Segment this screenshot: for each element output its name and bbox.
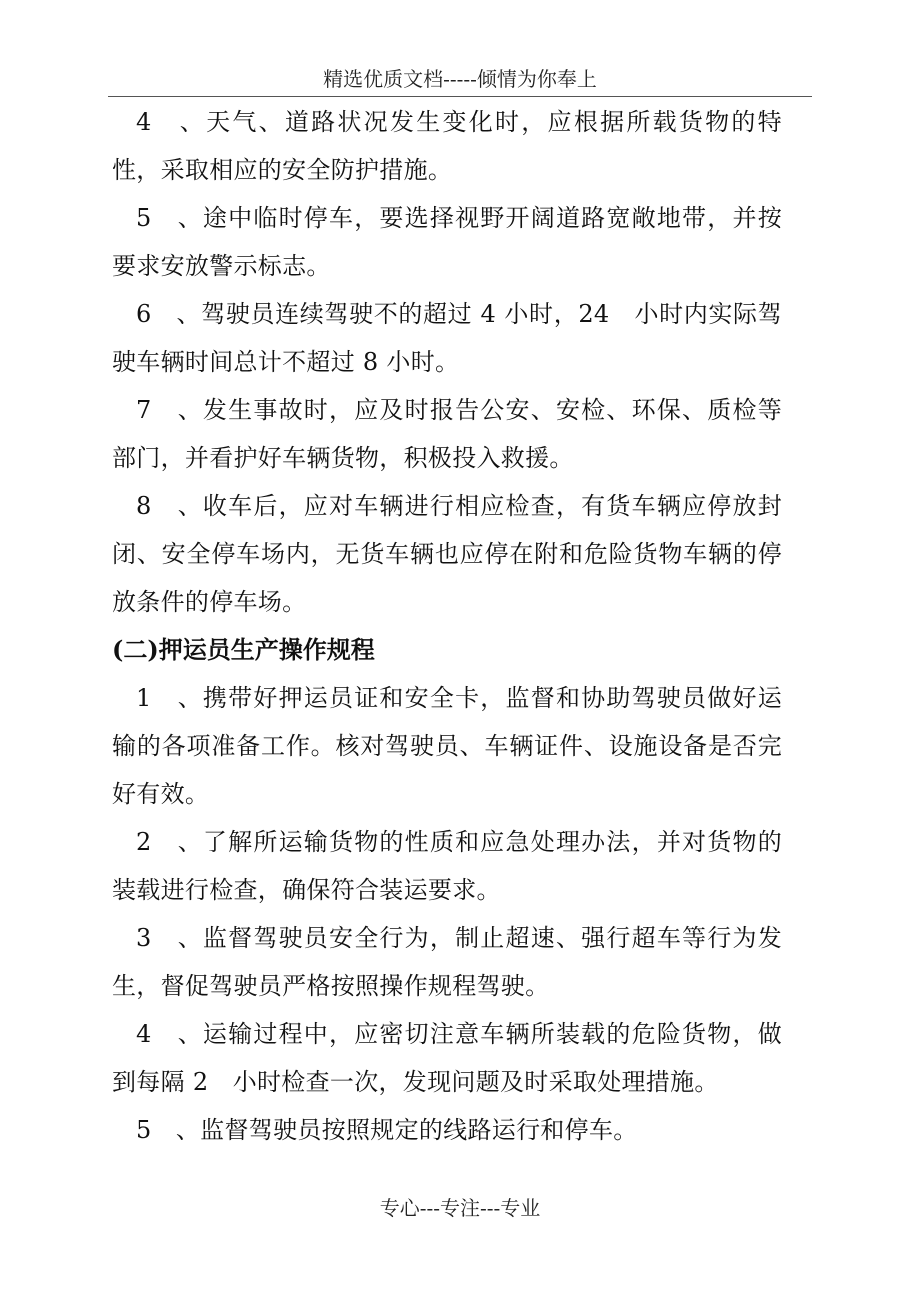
- paragraph-driver-7: 7 、发生事故时，应及时报告公安、安检、环保、质检等部门，并看护好车辆货物，积极投入救援。: [112, 396, 782, 472]
- paragraph-escort-2: 2 、了解所运输货物的性质和应急处理办法，并对货物的装载进行检查，确保符合装运要求。: [112, 828, 782, 904]
- document-body: [112, 98, 782, 1154]
- paragraph-escort-3: 3 、监督驾驶员安全行为，制止超速、强行超车等行为发生，督促驾驶员严格按照操作规程驾驶。: [112, 924, 782, 1000]
- header-divider: [108, 96, 812, 97]
- paragraph-escort-5: 5 、监督驾驶员按照规定的线路运行和停车。: [136, 1116, 638, 1144]
- paragraph-driver-8: 8 、收车后，应对车辆进行相应检查，有货车辆应停放封闭、安全停车场内，无货车辆也应停在附和危险货物车辆的停放条件的停车场。: [112, 492, 782, 616]
- page-header: 精选优质文档-----倾情为你奉上: [323, 67, 597, 91]
- paragraph-driver-6: 6 、驾驶员连续驾驶不的超过 4 小时，24 小时内实际驾驶车辆时间总计不超过 8 小时。: [112, 300, 782, 376]
- paragraph-escort-4: 4 、运输过程中，应密切注意车辆所装载的危险货物，做到每隔 2 小时检查一次，发现问题及时采取处理措施。: [112, 1020, 782, 1096]
- paragraph-driver-5: 5 、途中临时停车，要选择视野开阔道路宽敞地带，并按要求安放警示标志。: [112, 204, 782, 280]
- section-title-escort: (二)押运员生产操作规程: [112, 635, 375, 664]
- page-footer: 专心---专注---专业: [379, 1196, 541, 1220]
- paragraph-escort-1: 1 、携带好押运员证和安全卡，监督和协助驾驶员做好运输的各项准备工作。核对驾驶员、车辆证件、设施设备是否完好有效。: [112, 684, 782, 808]
- paragraph-driver-4: 4 、天气、道路状况发生变化时，应根据所载货物的特性，采取相应的安全防护措施。: [112, 108, 782, 184]
